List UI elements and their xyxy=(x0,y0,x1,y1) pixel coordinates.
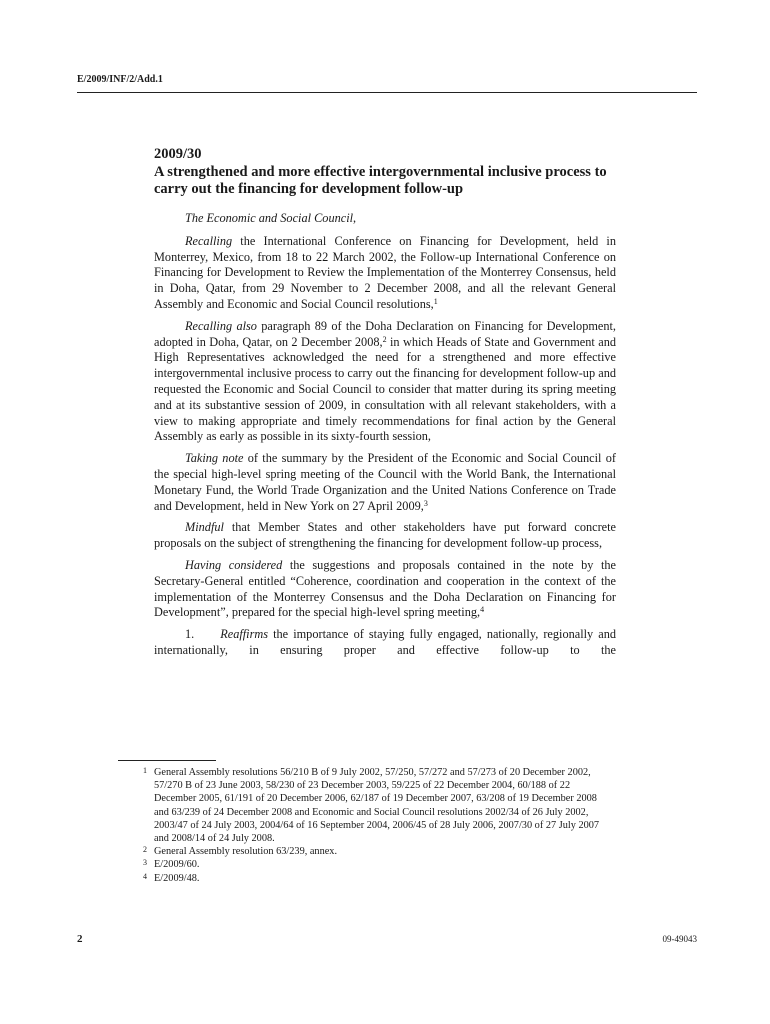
document-symbol: E/2009/INF/2/Add.1 xyxy=(77,74,163,85)
footnote-ref: 1 xyxy=(433,296,438,306)
resolution-number: 2009/30 xyxy=(154,146,202,162)
footnote-text: General Assembly resolutions 56/210 B of 9 July 2002, 57/250, 57/272 and 57/273 of 20 December 2002, 57/270 B of 23 June 2003, 58/230 of 23 December 2003, 59/225 of 22 December 2004, 60/188 of 22 December 2005, 61/191 of 20 December 2006, 62/187 of 19 December 2007, 63/208 of 19 December 2008 and 63/239 of 24 December 2008 and Economic and Social Council resolutions 2002/34 of 26 July 2002, 2003/47 of 24 July 2003, 2004/64 of 16 September 2004, 2006/45 of 28 July 2006, 2007/30 of 27 July 2007 and 2008/14 of 24 July 2008. xyxy=(154,767,600,845)
paragraph-lead: Recalling also xyxy=(185,318,257,333)
footnote-separator xyxy=(118,760,216,761)
footnote-mark: 3 xyxy=(143,858,147,868)
footnote xyxy=(143,845,613,858)
footnote-mark: 4 xyxy=(143,871,147,881)
preambular-paragraph xyxy=(154,234,616,313)
paragraph-lead: Taking note xyxy=(185,451,244,466)
footnote xyxy=(143,766,613,845)
footnote-text: E/2009/48. xyxy=(154,872,200,884)
resolution-body xyxy=(154,211,616,665)
preambular-paragraph xyxy=(154,319,616,445)
footnote xyxy=(143,872,613,885)
page-number: 2 xyxy=(77,933,83,945)
preambular-paragraph xyxy=(154,558,616,621)
paragraph-text: of the summary by the President of the Economic and Social Council of the special high-level spring meeting of the Council with the World Bank, the International Monetary Fund, the World Trade Organization and the United Nations Conference on Trade and Development, held in New York on 27 April 2009, xyxy=(154,451,616,513)
footnote xyxy=(143,858,613,871)
paragraph-lead: Recalling xyxy=(185,233,233,248)
preambular-paragraph xyxy=(154,451,616,514)
footnotes xyxy=(143,766,613,885)
footnote-ref: 3 xyxy=(423,498,428,508)
paragraph-text: the suggestions and proposals contained in the note by the Secretary-General entitled “Coherence, coordination and cooperation in the context of the implementation of the Monterrey Consensus and the Doha Declaration on Financing for Development”, prepared for the special high-level spring meeting, xyxy=(154,557,616,620)
council-name: The Economic and Social Council xyxy=(185,211,354,225)
paragraph-lead: Mindful xyxy=(185,520,224,535)
header-rule xyxy=(77,92,697,93)
footnote-ref: 2 xyxy=(382,334,387,344)
footnote-text: E/2009/60. xyxy=(154,859,200,871)
footnote-mark: 1 xyxy=(143,766,147,775)
footnote-ref: 4 xyxy=(480,605,485,615)
paragraph-lead: Having considered xyxy=(185,557,283,572)
operative-number: 1. xyxy=(185,627,195,642)
resolution-title: A strengthened and more effective intergovernmental inclusive process to carry out the financing for development follow-up xyxy=(154,164,607,197)
paragraph-text: paragraph 89 of the Doha Declaration on Financing for Development, adopted in Doha, Qatar, on 2 December 2008, xyxy=(154,318,616,349)
preambular-paragraph xyxy=(154,520,616,552)
paragraph-text-cont: in which Heads of State and Government and High Representatives acknowledged the need for a strengthened and more effective intergovernmental inclusive process to carry out the financing for development follow-up and requested the Economic and Social Council to consider that matter during its spring meeting and at its substantive session of 2009, in consultation with all relevant stakeholders, with a view to making appropriate and timely recommendations for final action by the General Assembly as early as possible in its sixty-fourth session, xyxy=(154,334,616,444)
operative-lead: Reaffirms xyxy=(220,627,269,642)
paragraph-text: that Member States and other stakeholders have put forward concrete proposals on the subject of strengthening the financing for development follow-up process, xyxy=(154,520,616,551)
operative-text: the importance of staying fully engaged, nationally, regionally and internationally, in ensuring proper and effective follow-up to the xyxy=(154,627,616,657)
footnote-text: General Assembly resolution 63/239, annex. xyxy=(154,846,338,858)
operative-paragraph xyxy=(154,627,616,659)
footnote-mark: 2 xyxy=(143,845,147,855)
job-number: 09-49043 xyxy=(662,934,697,944)
paragraph-text: the International Conference on Financing for Development, held in Monterrey, Mexico, from 18 to 22 March 2002, the Follow-up International Conference on Financing for Development to Review the Implementation of the Monterrey Consensus, held in Doha, Qatar, from 29 November to 2 December 2008, and all the relevant General Assembly and Economic and Social Council resolutions, xyxy=(154,233,616,311)
council-line: The Economic and Social Council, xyxy=(185,211,357,225)
